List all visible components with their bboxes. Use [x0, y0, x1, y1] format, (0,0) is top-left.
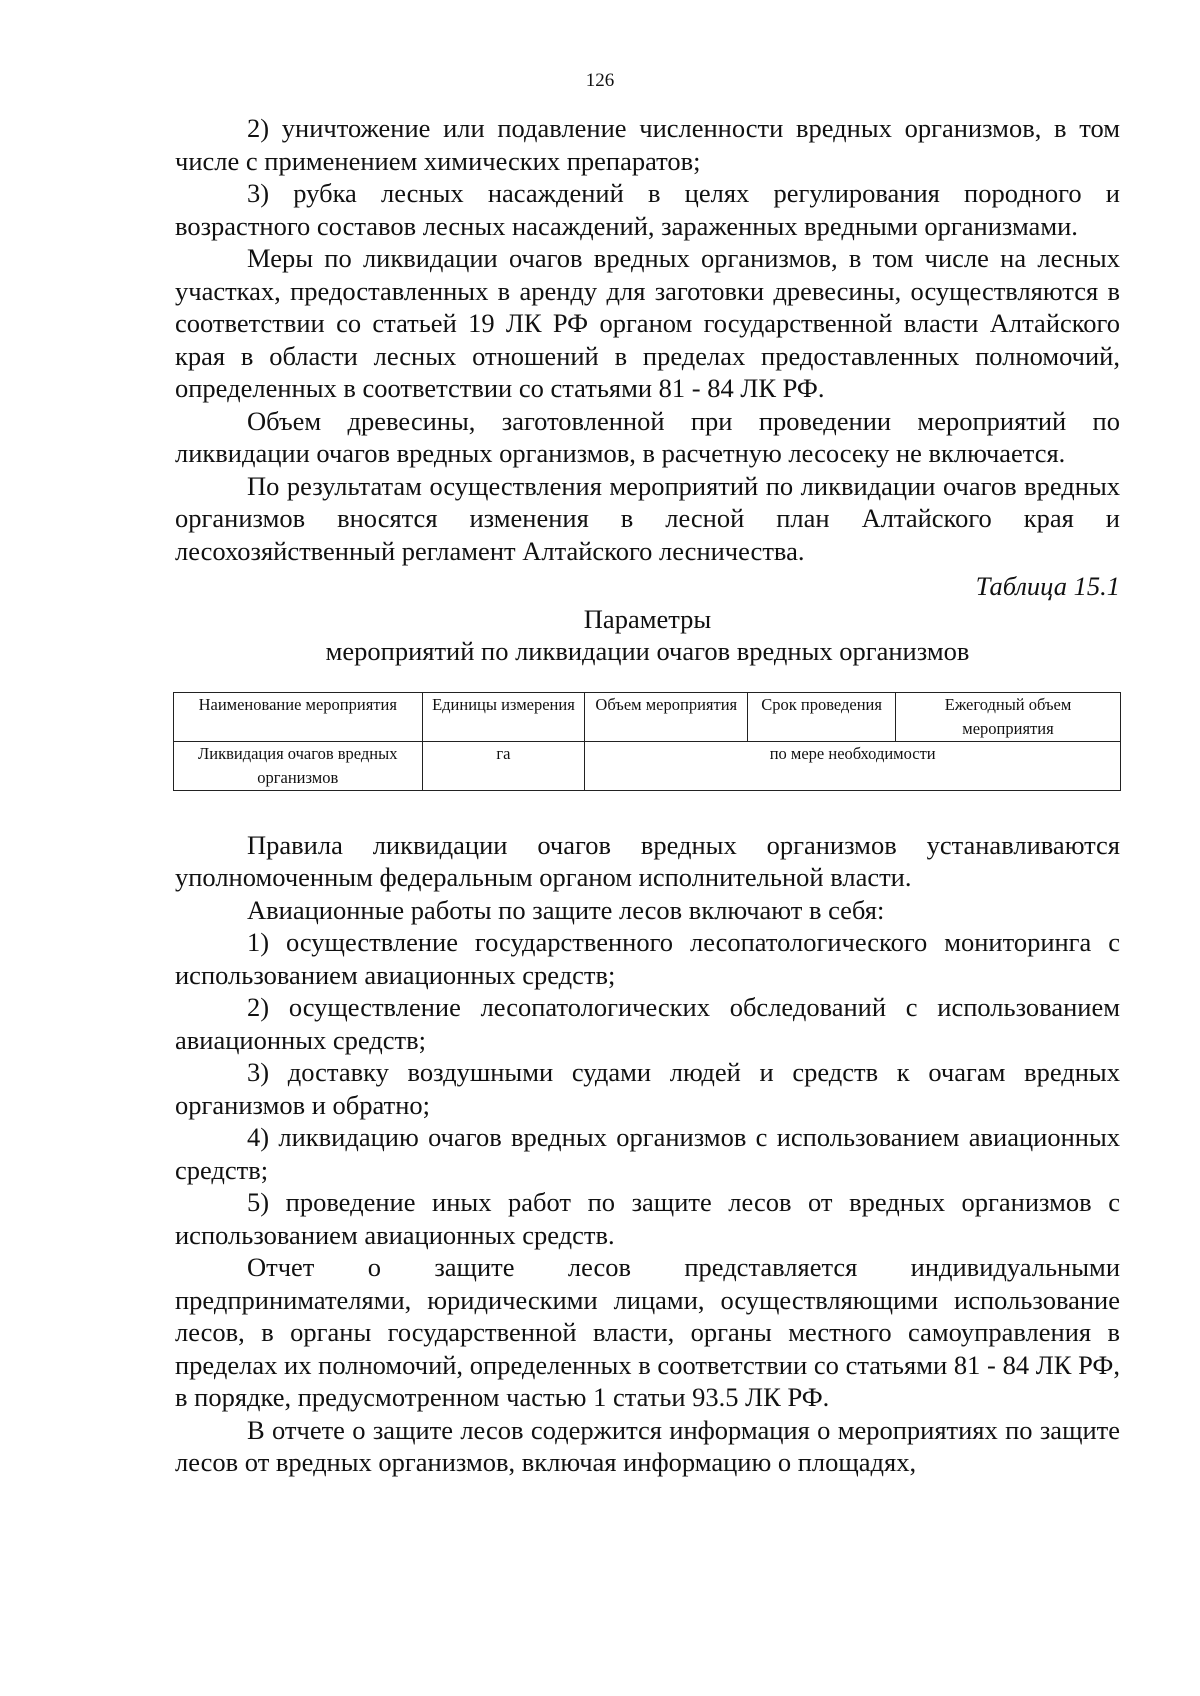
list-item: 3) доставку воздушными судами людей и средств к очагам вредных организмов и обратно;	[175, 1057, 1120, 1120]
table-header-cell: Срок проведения	[748, 692, 896, 741]
table-header-row	[174, 692, 1121, 741]
page-number: 126	[585, 70, 615, 91]
paragraph: Правила ликвидации очагов вредных организмов устанавливаются уполномоченным федеральным органом исполнительной власти.	[175, 829, 1120, 892]
list-item: 1) осуществление государственного лесопатологического мониторинга с использованием авиационных средств;	[175, 927, 1120, 990]
paragraph: Авиационные работы по защите лесов включают в себя:	[247, 894, 885, 925]
paragraph: Отчет о защите лесов представляется индивидуальными предпринимателями, юридическими лицами, осуществляющими использование лесов, в органы государственной власти, органы местного самоуправления в пределах их полномочий, определенных в соответствии со статьями 81 - 84 ЛК РФ, в порядке, предусмотренном частью 1 статьи 93.5 ЛК РФ.	[175, 1252, 1120, 1412]
table-header-cell: Единицы измерения	[422, 692, 585, 741]
list-item: 2) осуществление лесопатологических обследований с использованием авиационных средств;	[175, 992, 1120, 1055]
paragraph: 2) уничтожение или подавление численности вредных организмов, в том числе с применением химических препаратов;	[175, 113, 1120, 176]
paragraph: В отчете о защите лесов содержится информация о мероприятиях по защите лесов от вредных организмов, включая информацию о площадях,	[175, 1414, 1120, 1477]
table-caption: Таблица 15.1	[975, 571, 1120, 601]
table-header-cell: Объем мероприятия	[585, 692, 748, 741]
table-header-cell: Ежегодный объем мероприятия	[896, 692, 1121, 741]
document-body	[175, 112, 1120, 1479]
table-cell-unit: га	[422, 741, 585, 790]
paragraph: Объем древесины, заготовленной при проведении мероприятий по ликвидации очагов вредных организмов, в расчетную лесосеку не включается.	[175, 405, 1120, 468]
paragraph: По результатам осуществления мероприятий по ликвидации очагов вредных организмов вносятся изменения в лесной план Алтайского края и лесохозяйственный регламент Алтайского лесничества.	[175, 470, 1120, 566]
paragraph: 3) рубка лесных насаждений в целях регулирования породного и возрастного составов лесных насаждений, зараженных вредными организмами.	[175, 178, 1120, 241]
table-cell-merged: по мере необходимости	[585, 741, 1121, 790]
paragraph: Меры по ликвидации очагов вредных организмов, в том числе на лесных участках, предоставленных в аренду для заготовки древесины, осуществляются в соответствии со статьей 19 ЛК РФ органом государственной власти Алтайского края в области лесных отношений в пределах предоставленных полномочий, определенных в соответствии со статьями 81 - 84 ЛК РФ.	[175, 243, 1120, 403]
table-row	[174, 741, 1121, 790]
table-title: Параметры	[583, 603, 712, 634]
table-subtitle: мероприятий по ликвидации очагов вредных организмов	[325, 636, 970, 666]
list-item: 4) ликвидацию очагов вредных организмов с использованием авиационных средств;	[175, 1122, 1120, 1185]
parameters-table	[173, 692, 1121, 791]
table-header-cell: Наименование мероприятия	[174, 692, 423, 741]
table-cell-name: Ликвидация очагов вредных организмов	[174, 741, 423, 790]
list-item: 5) проведение иных работ по защите лесов от вредных организмов с использованием авиационных средств.	[175, 1187, 1120, 1250]
